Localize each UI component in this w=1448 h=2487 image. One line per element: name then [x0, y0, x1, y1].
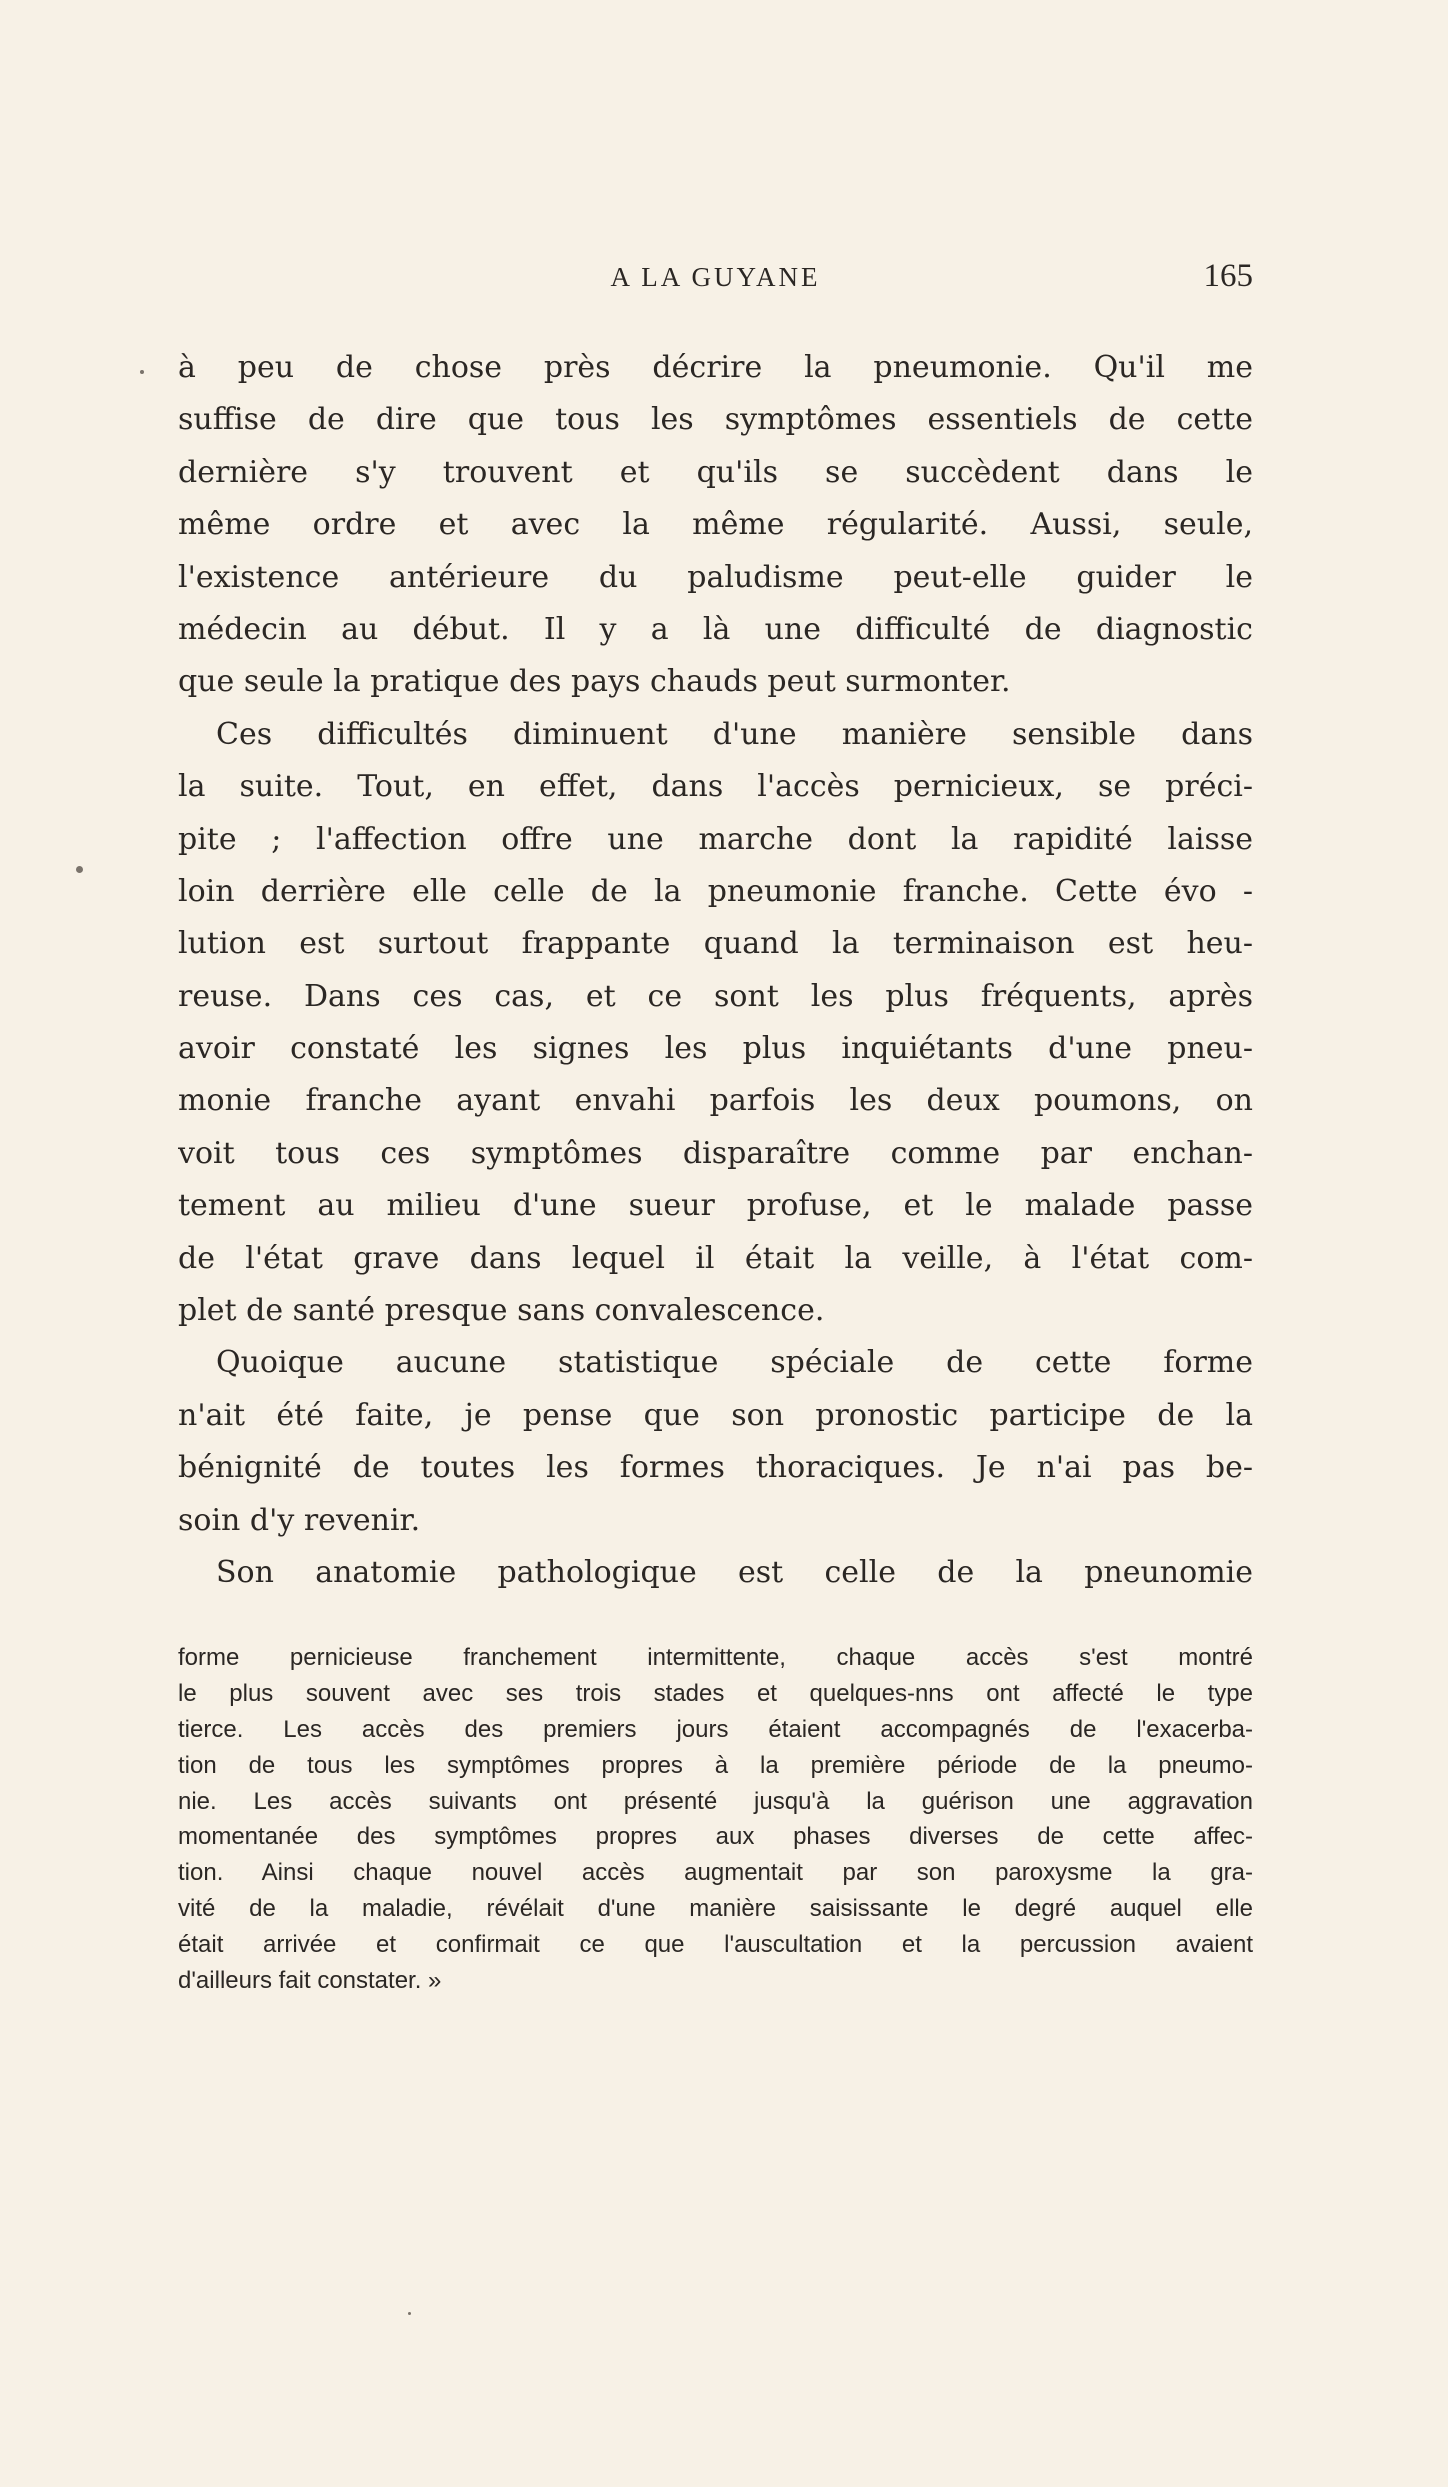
- body-line: soin d'y revenir.: [178, 1502, 421, 1538]
- body-line: avoir constaté les signes les plus inquiétants d'une pneu-: [178, 1031, 1253, 1067]
- body-line: tement au milieu d'une sueur profuse, et le malade passe: [178, 1188, 1253, 1224]
- body-line: même ordre et avec la même régularité. Aussi, seule,: [178, 507, 1253, 543]
- body-line: de l'état grave dans lequel il était la veille, à l'état com-: [178, 1240, 1253, 1276]
- running-head: [178, 258, 1253, 298]
- body-line: dernière s'y trouvent et qu'ils se succèdent dans le: [178, 454, 1253, 490]
- body-line: suffise de dire que tous les symptômes essentiels de cette: [178, 402, 1253, 438]
- main-text: [178, 342, 1253, 1599]
- note-line: momentanée des symptômes propres aux phases diverses de cette affec-: [178, 1823, 1253, 1851]
- note-line: forme pernicieuse franchement intermittente, chaque accès s'est montré: [178, 1644, 1253, 1671]
- body-line: Son anatomie pathologique est celle de la pneunomie: [216, 1554, 1253, 1590]
- body-line: pite ; l'affection offre une marche dont la rapidité laisse: [178, 821, 1253, 857]
- body-line: Quoique aucune statistique spéciale de cette forme: [216, 1345, 1253, 1381]
- page-number: 165: [1203, 258, 1253, 294]
- body-line: la suite. Tout, en effet, dans l'accès pernicieux, se préci-: [178, 769, 1253, 805]
- footnote-text: [178, 1640, 1253, 1999]
- body-line: à peu de chose près décrire la pneumonie. Qu'il me: [178, 350, 1253, 385]
- body-line: médecin au début. Il y a là une difficulté de diagnostic: [178, 611, 1253, 647]
- body-line: l'existence antérieure du paludisme peut-elle guider le: [178, 559, 1253, 595]
- note-line: nie. Les accès suivants ont présenté jusqu'à la guérison une aggravation: [178, 1787, 1253, 1815]
- body-line: bénignité de toutes les formes thoraciques. Je n'ai pas be-: [178, 1450, 1253, 1486]
- body-line: plet de santé presque sans convalescence.: [178, 1293, 825, 1329]
- paper-speck: [408, 2312, 411, 2315]
- note-line: tion de tous les symptômes propres à la première période de la pneumo-: [178, 1751, 1253, 1779]
- body-line: loin derrière elle celle de la pneumonie franche. Cette évo -: [178, 873, 1253, 909]
- body-line: monie franche ayant envahi parfois les deux poumons, on: [178, 1083, 1253, 1119]
- note-line: était arrivée et confirmait ce que l'auscultation et la percussion avaient: [178, 1931, 1253, 1959]
- body-line: n'ait été faite, je pense que son pronostic participe de la: [178, 1397, 1253, 1433]
- note-line: tion. Ainsi chaque nouvel accès augmentait par son paroxysme la gra-: [178, 1859, 1253, 1887]
- body-line: voit tous ces symptômes disparaître comme par enchan-: [178, 1135, 1253, 1171]
- note-line: tierce. Les accès des premiers jours étaient accompagnés de l'exacerba-: [178, 1715, 1253, 1743]
- note-line: le plus souvent avec ses trois stades et quelques-nns ont affecté le type: [178, 1679, 1253, 1707]
- body-line: reuse. Dans ces cas, et ce sont les plus fréquents, après: [178, 978, 1253, 1014]
- running-title: A LA GUYANE: [610, 262, 821, 292]
- body-line: Ces difficultés diminuent d'une manière sensible dans: [216, 716, 1253, 752]
- body-line: que seule la pratique des pays chauds peut surmonter.: [178, 664, 1011, 700]
- note-line: vité de la maladie, révélait d'une manière saisissante le degré auquel elle: [178, 1895, 1253, 1923]
- note-line: d'ailleurs fait constater. »: [178, 1967, 442, 1995]
- paper-speck: [140, 370, 144, 374]
- paper-speck: [76, 866, 83, 873]
- body-line: lution est surtout frappante quand la terminaison est heu-: [178, 926, 1253, 962]
